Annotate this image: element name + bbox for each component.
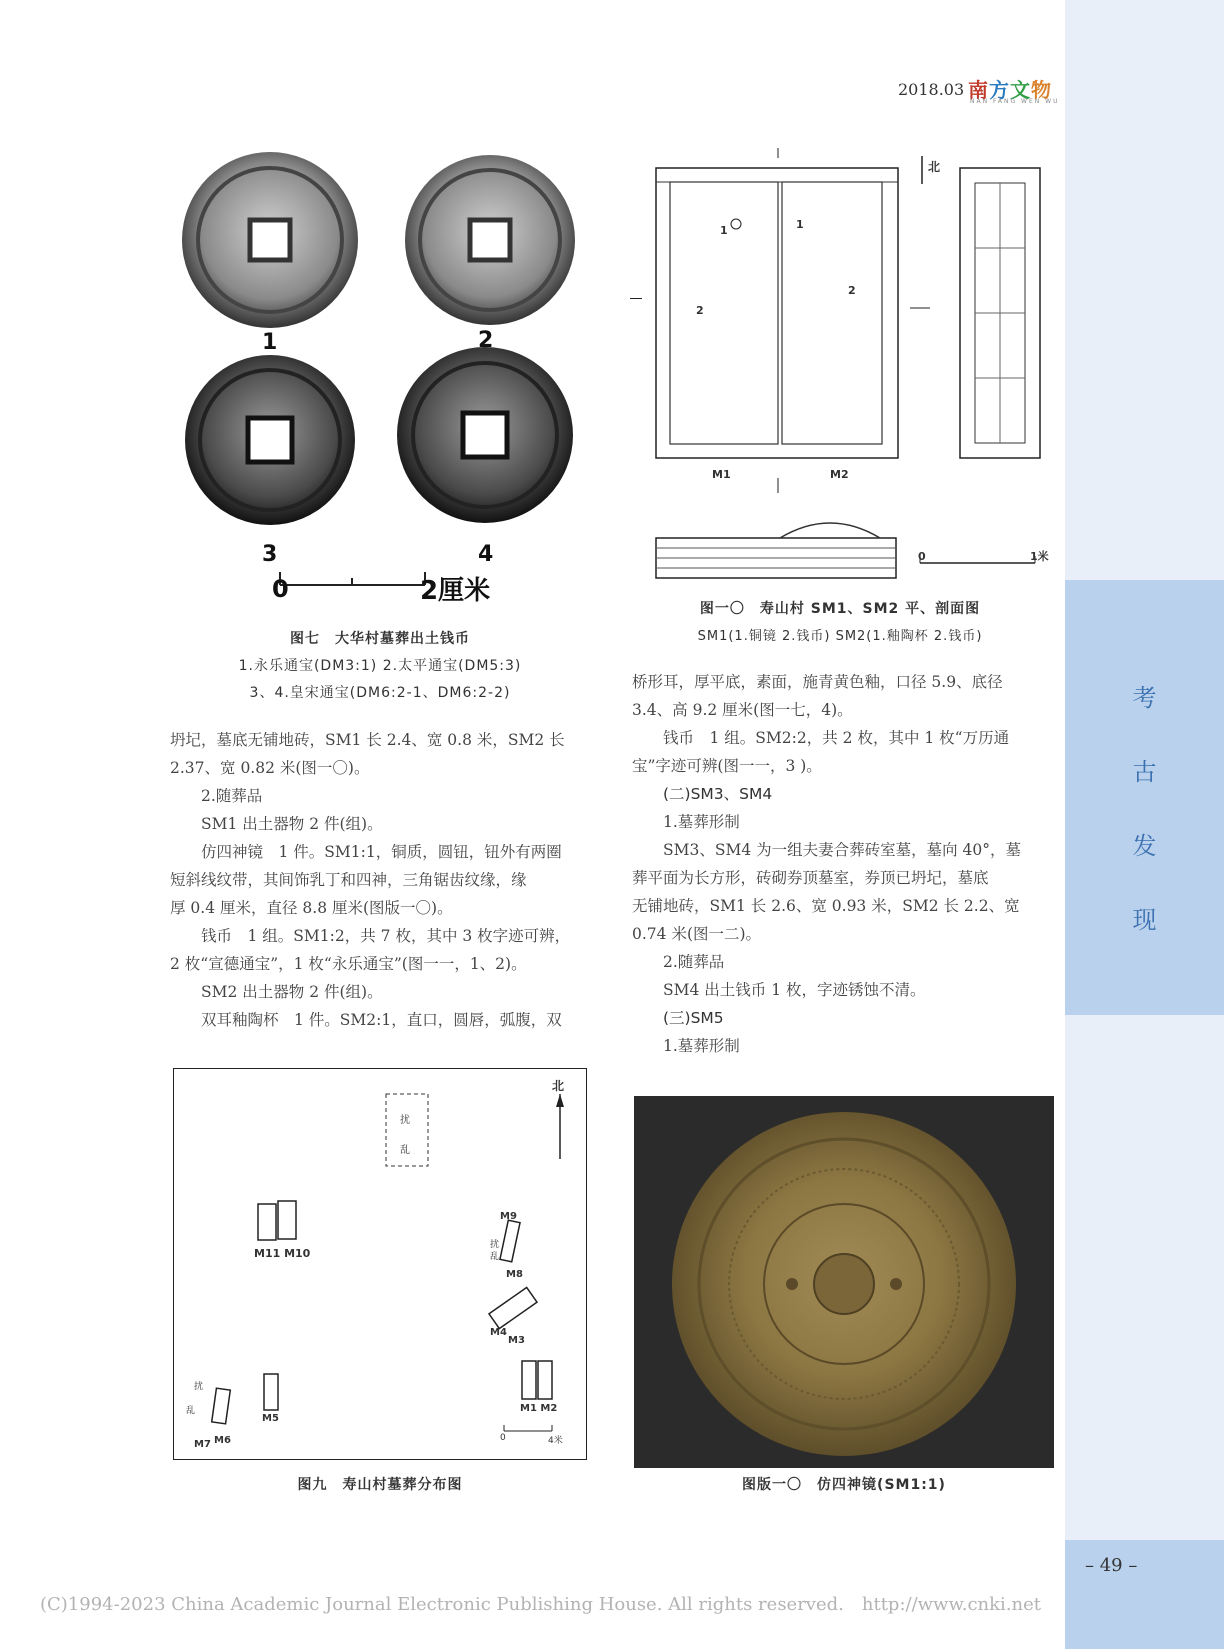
- text-line: SM1 出土器物 2 件(组)。: [201, 815, 383, 833]
- text-line: 桥形耳，厚平底，素面，施青黄色釉，口径 5.9、底径: [632, 673, 1003, 691]
- text-line: 3.4、高 9.2 厘米(图一七，4)。: [632, 701, 853, 719]
- disturbed-label-bottom: 乱: [400, 1145, 410, 1156]
- text-line: 钱币 1 组。SM1:2，共 7 枚，其中 3 枚字迹可辨，: [201, 927, 571, 945]
- figure-9-map: [173, 1068, 587, 1460]
- scale-zero: 0: [918, 550, 926, 563]
- text-line: 短斜线纹带，其间饰乳丁和四神，三角锯齿纹缘，缘: [170, 871, 527, 889]
- map-label-m7: M7: [194, 1439, 211, 1450]
- text-line: 1.墓葬形制: [663, 1037, 740, 1055]
- figure-7-caption-line2: 1.永乐通宝(DM3:1) 2.太平通宝(DM5:3): [238, 658, 522, 674]
- plan-label-m2: M2: [830, 468, 849, 481]
- disturbed-label-top: 扰: [400, 1115, 410, 1126]
- figure-10-caption: [630, 596, 1050, 650]
- plan-label-1a: 1: [720, 224, 728, 237]
- figure-7-title: 图七 大华村墓葬出土钱币: [290, 631, 470, 647]
- plan-label-2a: 2: [696, 304, 704, 317]
- distribution-map: [174, 1069, 586, 1459]
- text-line: 葬平面为长方形，砖砌券顶墓室，券顶已坍圮，墓底: [632, 869, 989, 887]
- text-line: 2.37、宽 0.82 米(图一〇)。: [170, 759, 370, 777]
- figure-7-caption-line3: 3、4.皇宋通宝(DM6:2-1、DM6:2-2): [249, 685, 511, 701]
- sidebar-top-band: [1065, 0, 1224, 580]
- sidebar-section-band: [1065, 580, 1224, 1015]
- text-line: 宝”字迹可辨(图一一，3 )。: [632, 757, 822, 775]
- figure-7-caption: [170, 626, 590, 707]
- figure-7-coins: [170, 150, 590, 610]
- text-line: 仿四神镜 1 件。SM1:1，铜质，圆钮，钮外有两圈: [201, 843, 562, 861]
- coins-image: [170, 150, 590, 610]
- text-line: 厚 0.4 厘米，直径 8.8 厘米(图版一〇)。: [170, 899, 453, 917]
- bronze-mirror-image: [634, 1096, 1054, 1468]
- text-line: 双耳釉陶杯 1 件。SM2:1，直口，圆唇，弧腹，双: [201, 1011, 562, 1029]
- map-scale-end: 4米: [548, 1436, 563, 1446]
- plate-10-caption: 图版一〇 仿四神镜(SM1:1): [742, 1477, 946, 1493]
- map-label-m3: M3: [508, 1335, 525, 1346]
- right-column-text: [632, 668, 1052, 1060]
- north-arrow-label: 北: [928, 160, 941, 174]
- map-north-label: 北: [552, 1079, 565, 1093]
- figure-10-title: 图一〇 寿山村 SM1、SM2 平、剖面图: [699, 601, 981, 617]
- map-label-disturbed-a: 扰: [490, 1240, 500, 1250]
- section-char-4: 现: [1132, 906, 1157, 934]
- section-heading: (三)SM5: [663, 1009, 724, 1027]
- scale-zero: 0: [272, 575, 289, 603]
- plate-10-photo: [634, 1096, 1054, 1468]
- text-line: 2.随葬品: [663, 953, 725, 971]
- text-line: SM3、SM4 为一组夫妻合葬砖室墓，墓向 40°，墓: [663, 841, 1022, 859]
- coin-label-3: 3: [262, 542, 278, 567]
- text-line: 2.随葬品: [201, 787, 263, 805]
- left-column-text: [170, 726, 590, 1034]
- section-heading: (二)SM3、SM4: [663, 785, 773, 803]
- figure-9-caption: 图九 寿山村墓葬分布图: [297, 1477, 463, 1493]
- scale-label: 2厘米: [420, 576, 491, 606]
- plan-drawing: [630, 148, 1050, 588]
- map-label-m5: M5: [262, 1413, 279, 1424]
- text-line: SM2 出土器物 2 件(组)。: [201, 983, 383, 1001]
- scale-end: 1米: [1030, 550, 1049, 563]
- plan-label-m1: M1: [712, 468, 731, 481]
- coin-label-4: 4: [478, 542, 494, 567]
- plan-label-2b: 2: [848, 284, 856, 297]
- text-line: 钱币 1 组。SM2:2，共 2 枚，其中 1 枚“万历通: [663, 729, 1010, 747]
- page-number: – 49 –: [1085, 1555, 1138, 1576]
- section-char-3: 发: [1132, 832, 1157, 860]
- map-label-m6: M6: [214, 1435, 231, 1446]
- map-label-m4: M4: [490, 1327, 507, 1338]
- map-scale-zero: 0: [500, 1433, 506, 1443]
- plan-label-1b: 1: [796, 218, 804, 231]
- issue-date: 2018.03: [898, 80, 965, 99]
- coin-3: [185, 355, 355, 525]
- map-label-disturbed-b: 乱: [490, 1252, 500, 1262]
- map-label-m9: M9: [500, 1211, 517, 1222]
- copyright-footer: (C)1994-2023 China Academic Journal Electronic Publishing House. All rights reserved. http://www.cnki.net: [40, 1594, 1041, 1615]
- section-char-1: 考: [1132, 684, 1157, 712]
- text-line: 无铺地砖，SM1 长 2.6、宽 0.93 米，SM2 长 2.2、宽: [632, 897, 1020, 915]
- text-line: 坍圮，墓底无铺地砖，SM1 长 2.4、宽 0.8 米，SM2 长: [170, 731, 565, 749]
- coin-label-2: 2: [478, 328, 494, 353]
- figure-10-subcaption: SM1(1.铜镜 2.钱币) SM2(1.釉陶杯 2.钱币): [697, 629, 983, 644]
- coin-label-1: 1: [262, 330, 278, 355]
- text-line: 0.74 米(图一二)。: [632, 925, 762, 943]
- coin-2: [405, 155, 575, 325]
- map-label-disturbed-c: 扰: [194, 1382, 204, 1392]
- map-label-m11-m10: M11 M10: [254, 1247, 311, 1260]
- coin-1: [182, 152, 358, 328]
- map-label-m8: M8: [506, 1269, 523, 1280]
- section-char-2: 古: [1132, 758, 1157, 786]
- text-line: 1.墓葬形制: [663, 813, 740, 831]
- map-label-disturbed-d: 乱: [186, 1406, 196, 1416]
- figure-10-plan: [630, 148, 1050, 588]
- journal-logo: 南方文物: [968, 78, 1052, 102]
- coin-4: [397, 347, 573, 523]
- sidebar-lower-band: [1065, 1015, 1224, 1540]
- map-label-m1-m2: M1 M2: [520, 1403, 558, 1414]
- journal-logo-sub: NAN FANG WEN WU: [970, 98, 1060, 105]
- text-line: SM4 出土钱币 1 枚，字迹锈蚀不清。: [663, 981, 926, 999]
- text-line: 2 枚“宣德通宝”，1 枚“永乐通宝”(图一一，1、2)。: [170, 955, 527, 973]
